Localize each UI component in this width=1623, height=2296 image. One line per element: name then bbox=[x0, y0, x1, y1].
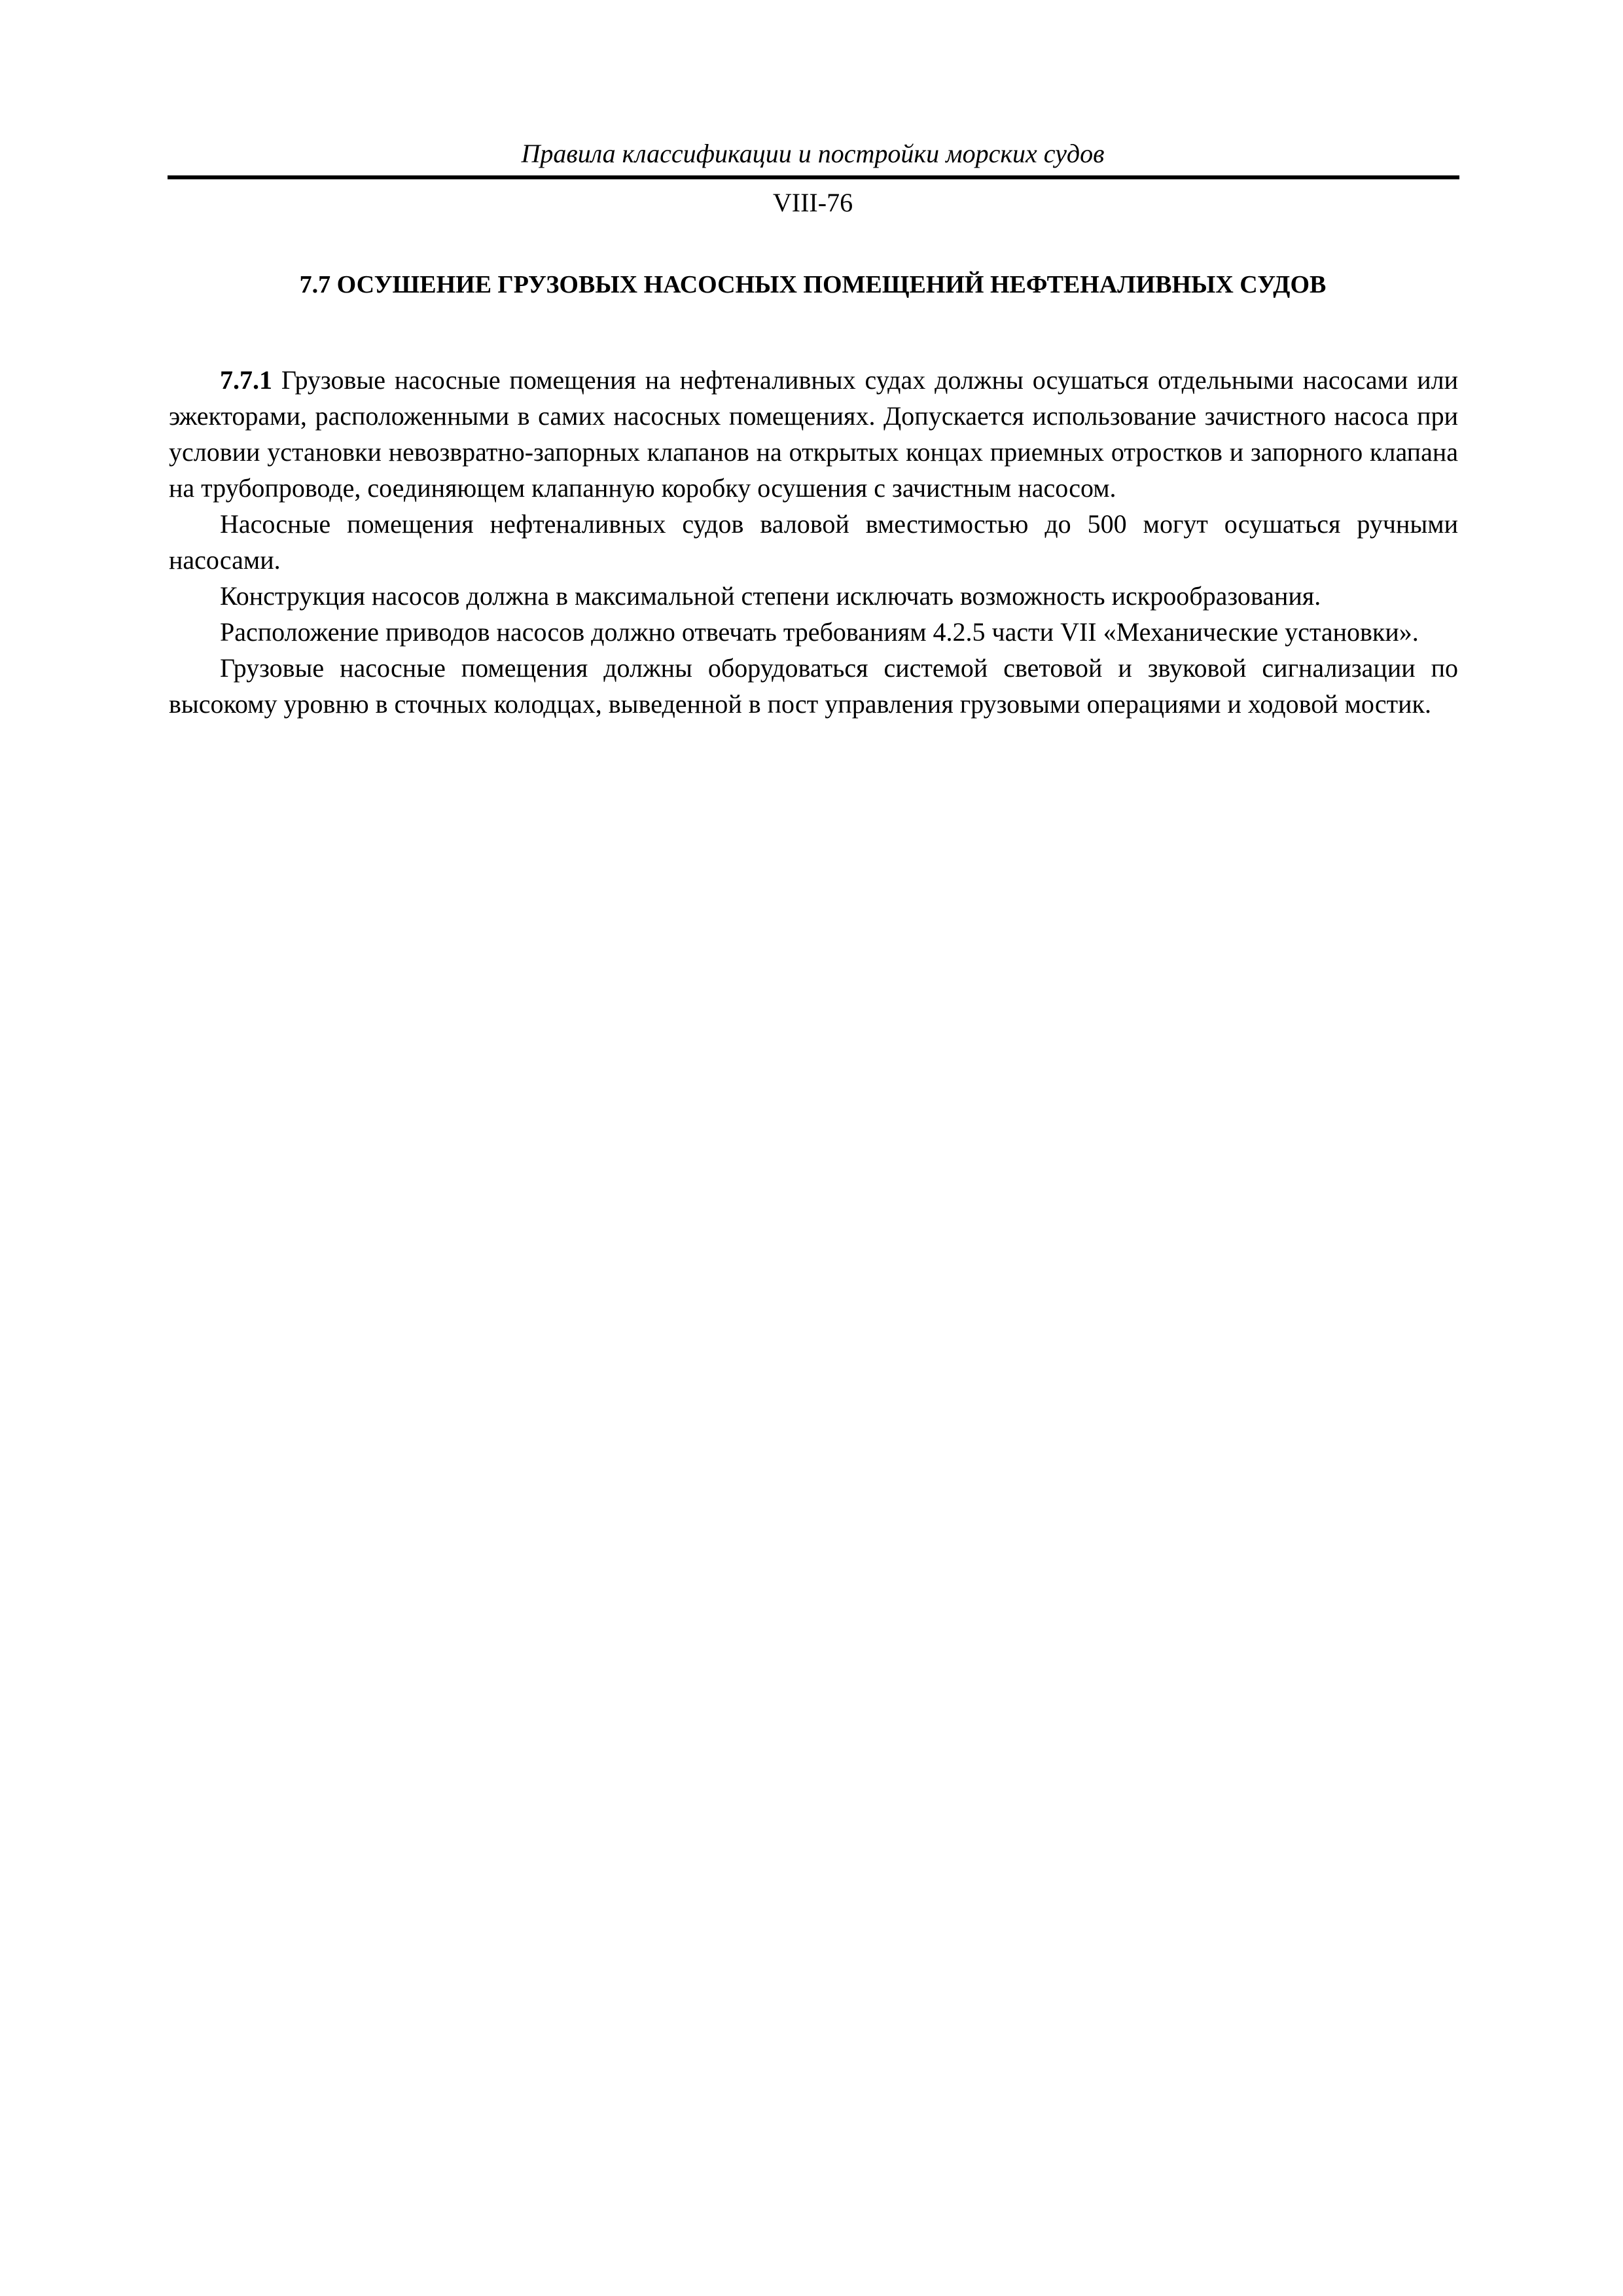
paragraph-spark-prevention: Конструкция насосов должна в максимальной степени исключать возможность искрообразования. bbox=[220, 581, 1321, 611]
running-header: Правила классификации и постройки морских судов bbox=[521, 139, 1105, 168]
paragraph-number: 7.7.1 bbox=[220, 365, 272, 395]
paragraph-alarm-system: Грузовые насосные помещения должны оборудоваться системой световой и звуковой сигнализации по высокому уровню в сточных колодцах, выведенной в пост управления грузовыми операциями и ходовой мостик. bbox=[169, 653, 1458, 719]
section-title: 7.7 ОСУШЕНИЕ ГРУЗОВЫХ НАСОСНЫХ ПОМЕЩЕНИЙ НЕФТЕНАЛИВНЫХ СУДОВ bbox=[299, 271, 1327, 298]
header-rule bbox=[168, 175, 1459, 179]
paragraph-pump-drives: Расположение приводов насосов должно отвечать требованиям 4.2.5 части VII «Механические установки». bbox=[220, 617, 1419, 647]
paragraph-7-7-1 bbox=[169, 362, 1458, 506]
body-text bbox=[169, 362, 1458, 722]
paragraph-hand-pumps: Насосные помещения нефтеналивных судов валовой вместимостью до 500 могут осушаться ручными насосами. bbox=[169, 509, 1458, 575]
page-number: VIII-76 bbox=[772, 188, 853, 217]
paragraph-text: Грузовые насосные помещения на нефтеналивных судах должны осушаться отдельными насосами или эжекторами, расположенными в самих насосных помещениях. Допускается использование зачистного насоса при условии установки невозвратно-запорных клапанов на открытых концах приемных отростков и запорного клапана на трубопроводе, соединяющем клапанную коробку осушения с зачистным насосом. bbox=[169, 365, 1458, 503]
